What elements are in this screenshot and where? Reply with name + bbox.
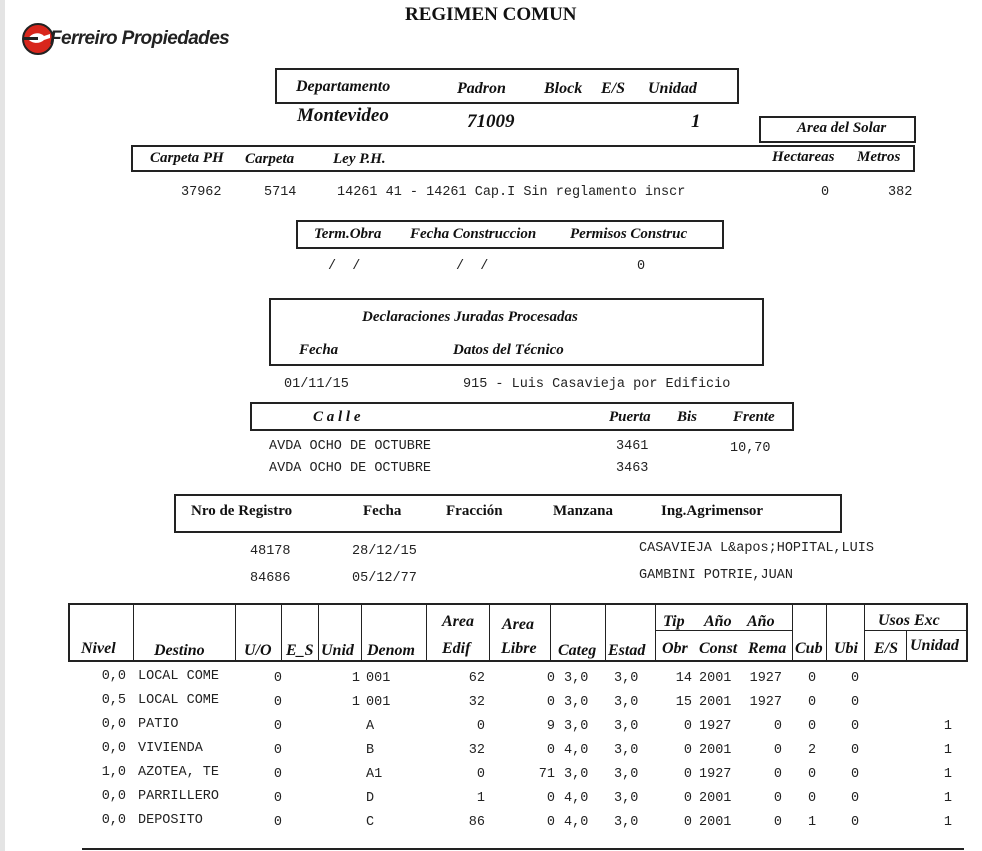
cell-ubi: 0 [851, 791, 860, 806]
cell-libre: 0 [546, 695, 555, 710]
header-agrimensor: Ing.Agrimensor [661, 503, 764, 519]
th-ano-const: Año [704, 613, 732, 630]
th-area-edif: Edif [442, 640, 471, 657]
cell-ubi: 0 [851, 743, 860, 758]
th-usos-es: E/S [874, 640, 899, 657]
cell-unidad: 1 [943, 719, 952, 734]
declaraciones-title: Declaraciones Juradas Procesadas [362, 309, 578, 325]
bottom-rule [82, 848, 964, 850]
th-denom: Denom [367, 642, 415, 659]
th-usos-unidad: Unidad [910, 637, 959, 654]
header-block: Block [544, 80, 583, 97]
th-es: E_S [286, 642, 314, 659]
header-fraccion: Fracción [446, 503, 503, 519]
header-puerta: Puerta [609, 409, 651, 425]
th-unid: Unid [321, 642, 354, 659]
cell-cub: 0 [808, 719, 817, 734]
cell-libre: 71 [538, 767, 555, 782]
cell-cub: 1 [808, 815, 817, 830]
cell-categ: 4,0 [564, 743, 589, 758]
cell-rema: 0 [773, 767, 782, 782]
cell-edif: 0 [476, 719, 485, 734]
calle-row-2-calle: AVDA OCHO DE OCTUBRE [269, 461, 432, 476]
registro-row-1-fecha: 28/12/15 [352, 544, 417, 559]
cell-libre: 0 [546, 743, 555, 758]
cell-uo: 0 [273, 743, 282, 758]
header-carpeta-ph: Carpeta PH [150, 150, 224, 166]
cell-unid: 1 [351, 695, 360, 710]
cell-categ: 3,0 [564, 719, 589, 734]
header-term-obra: Term.Obra [314, 226, 382, 242]
th-cub: Cub [795, 640, 823, 657]
metros-value: 382 [888, 185, 913, 200]
header-ley: Ley P.H. [333, 151, 386, 167]
cell-denom: 001 [366, 671, 391, 686]
cell-libre: 0 [546, 815, 555, 830]
registro-row-2-nro: 84686 [250, 571, 291, 586]
cell-destino: LOCAL COME [138, 669, 220, 684]
cell-denom: C [366, 815, 375, 830]
cell-obr: 0 [683, 767, 692, 782]
cell-edif: 0 [476, 767, 485, 782]
cell-libre: 0 [546, 791, 555, 806]
cell-edif: 1 [476, 791, 485, 806]
header-nro-registro: Nro de Registro [191, 503, 293, 519]
cell-categ: 4,0 [564, 815, 589, 830]
departamento-value: Montevideo [297, 105, 389, 126]
calle-row-2-puerta: 3463 [616, 461, 649, 476]
th-usos: Usos Exc [878, 612, 940, 629]
cell-libre: 0 [546, 671, 555, 686]
fecha-construccion-value: / / [456, 259, 489, 274]
cell-rema: 0 [773, 719, 782, 734]
cell-obr: 0 [683, 743, 692, 758]
cell-uo: 0 [273, 767, 282, 782]
cell-obr: 14 [675, 671, 692, 686]
th-ubi: Ubi [834, 640, 858, 657]
carpeta-value: 5714 [264, 185, 297, 200]
cell-categ: 4,0 [564, 791, 589, 806]
cell-denom: A1 [366, 767, 383, 782]
cell-destino: LOCAL COME [138, 693, 220, 708]
cell-estad: 3,0 [614, 743, 639, 758]
cell-nivel: 0,0 [101, 741, 126, 756]
cell-uo: 0 [273, 815, 282, 830]
registro-row-2-agrimensor: GAMBINI POTRIE,JUAN [639, 568, 793, 583]
cell-destino: PARRILLERO [138, 789, 220, 804]
registro-row-2-fecha: 05/12/77 [352, 571, 417, 586]
th-obr: Obr [662, 640, 688, 657]
header-bis: Bis [677, 409, 698, 425]
cell-denom: D [366, 791, 375, 806]
cell-estad: 3,0 [614, 767, 639, 782]
cell-destino: AZOTEA, TE [138, 765, 220, 780]
cell-obr: 15 [675, 695, 692, 710]
cell-nivel: 1,0 [101, 765, 126, 780]
header-fecha-construccion: Fecha Construccion [410, 226, 537, 242]
cell-rema: 1927 [749, 695, 782, 710]
header-frente: Frente [733, 409, 775, 425]
cell-libre: 9 [546, 719, 555, 734]
cell-nivel: 0,0 [101, 717, 126, 732]
header-manzana: Manzana [553, 503, 613, 519]
cell-ubi: 0 [851, 695, 860, 710]
header-hectareas: Hectareas [772, 149, 835, 165]
th-area-libre-top: Area [502, 616, 534, 633]
cell-rema: 0 [773, 743, 782, 758]
cell-estad: 3,0 [614, 815, 639, 830]
cell-uo: 0 [273, 671, 282, 686]
padron-value: 71009 [467, 111, 515, 132]
registro-row-1-nro: 48178 [250, 544, 291, 559]
cell-nivel: 0,0 [101, 789, 126, 804]
cell-estad: 3,0 [614, 719, 639, 734]
header-tecnico: Datos del Técnico [453, 342, 564, 358]
cell-const: 1927 [699, 767, 732, 782]
cell-nivel: 0,0 [101, 669, 126, 684]
calle-row-1-frente: 10,70 [730, 441, 771, 456]
th-ano-rema: Año [747, 613, 775, 630]
cell-categ: 3,0 [564, 767, 589, 782]
term-obra-value: / / [328, 259, 361, 274]
cell-categ: 3,0 [564, 695, 589, 710]
permisos-value: 0 [637, 259, 646, 274]
unidad-value: 1 [691, 111, 701, 132]
th-area-top: Area [442, 613, 474, 630]
cell-categ: 3,0 [564, 671, 589, 686]
cell-unidad: 1 [943, 767, 952, 782]
cell-edif: 62 [468, 671, 485, 686]
cell-const: 1927 [699, 719, 732, 734]
cell-ubi: 0 [851, 815, 860, 830]
cell-nivel: 0,5 [101, 693, 126, 708]
cell-destino: VIVIENDA [138, 741, 203, 756]
th-nivel: Nivel [81, 640, 116, 657]
cell-const: 2001 [699, 791, 732, 806]
th-estad: Estad [608, 642, 646, 659]
header-carpeta: Carpeta [245, 151, 295, 167]
th-tip: Tip [663, 613, 685, 630]
cell-uo: 0 [273, 695, 282, 710]
header-fecha-decl: Fecha [299, 342, 339, 358]
cell-unidad: 1 [943, 743, 952, 758]
carpeta-ph-value: 37962 [181, 185, 222, 200]
th-rema: Rema [748, 640, 787, 657]
header-permisos: Permisos Construc [570, 226, 688, 242]
cell-edif: 32 [468, 743, 485, 758]
cell-unid: 1 [351, 671, 360, 686]
cell-cub: 0 [808, 671, 817, 686]
calle-row-1-calle: AVDA OCHO DE OCTUBRE [269, 439, 432, 454]
cell-cub: 0 [808, 791, 817, 806]
cell-unidad: 1 [943, 815, 952, 830]
cell-unidad: 1 [943, 791, 952, 806]
cell-cub: 2 [808, 743, 817, 758]
registro-row-1-agrimensor: CASAVIEJA L&apos;HOPITAL,LUIS [639, 541, 874, 556]
cell-edif: 32 [468, 695, 485, 710]
cell-const: 2001 [699, 743, 732, 758]
ley-value: 14261 41 - 14261 Cap.I Sin reglamento inscr [337, 185, 686, 200]
cell-obr: 0 [683, 791, 692, 806]
cell-edif: 86 [468, 815, 485, 830]
cell-ubi: 0 [851, 767, 860, 782]
cell-destino: PATIO [138, 717, 179, 732]
area-solar-title: Area del Solar [797, 120, 887, 136]
header-fecha-registro: Fecha [363, 503, 402, 519]
cell-const: 2001 [699, 695, 732, 710]
cell-obr: 0 [683, 719, 692, 734]
cell-const: 2001 [699, 815, 732, 830]
cell-rema: 0 [773, 815, 782, 830]
cell-ubi: 0 [851, 719, 860, 734]
decl-tecnico-value: 915 - Luis Casavieja por Edificio [463, 377, 731, 392]
cell-cub: 0 [808, 695, 817, 710]
cell-ubi: 0 [851, 671, 860, 686]
cell-uo: 0 [273, 791, 282, 806]
th-categ: Categ [558, 642, 597, 659]
cell-estad: 3,0 [614, 791, 639, 806]
page-title: REGIMEN COMUN [405, 4, 577, 25]
th-uo: U/O [244, 642, 272, 659]
cell-nivel: 0,0 [101, 813, 126, 828]
cell-cub: 0 [808, 767, 817, 782]
decl-fecha-value: 01/11/15 [284, 377, 349, 392]
cell-rema: 0 [773, 791, 782, 806]
header-unidad: Unidad [648, 80, 697, 97]
cell-rema: 1927 [749, 671, 782, 686]
cell-estad: 3,0 [614, 671, 639, 686]
cell-uo: 0 [273, 719, 282, 734]
cell-obr: 0 [683, 815, 692, 830]
logo-text: Ferreiro Propiedades [50, 28, 230, 49]
header-departamento: Departamento [296, 78, 391, 95]
cell-const: 2001 [699, 671, 732, 686]
header-es: E/S [601, 80, 626, 97]
th-destino: Destino [154, 642, 205, 659]
cell-denom: B [366, 743, 375, 758]
calle-row-1-puerta: 3461 [616, 439, 649, 454]
cell-estad: 3,0 [614, 695, 639, 710]
header-padron: Padron [457, 80, 506, 97]
cell-denom: 001 [366, 695, 391, 710]
cell-destino: DEPOSITO [138, 813, 203, 828]
header-calle: C a l l e [313, 409, 361, 425]
th-area-libre: Libre [501, 640, 537, 657]
th-const: Const [699, 640, 738, 657]
cell-denom: A [366, 719, 375, 734]
hectareas-value: 0 [821, 185, 830, 200]
header-metros: Metros [857, 149, 901, 165]
